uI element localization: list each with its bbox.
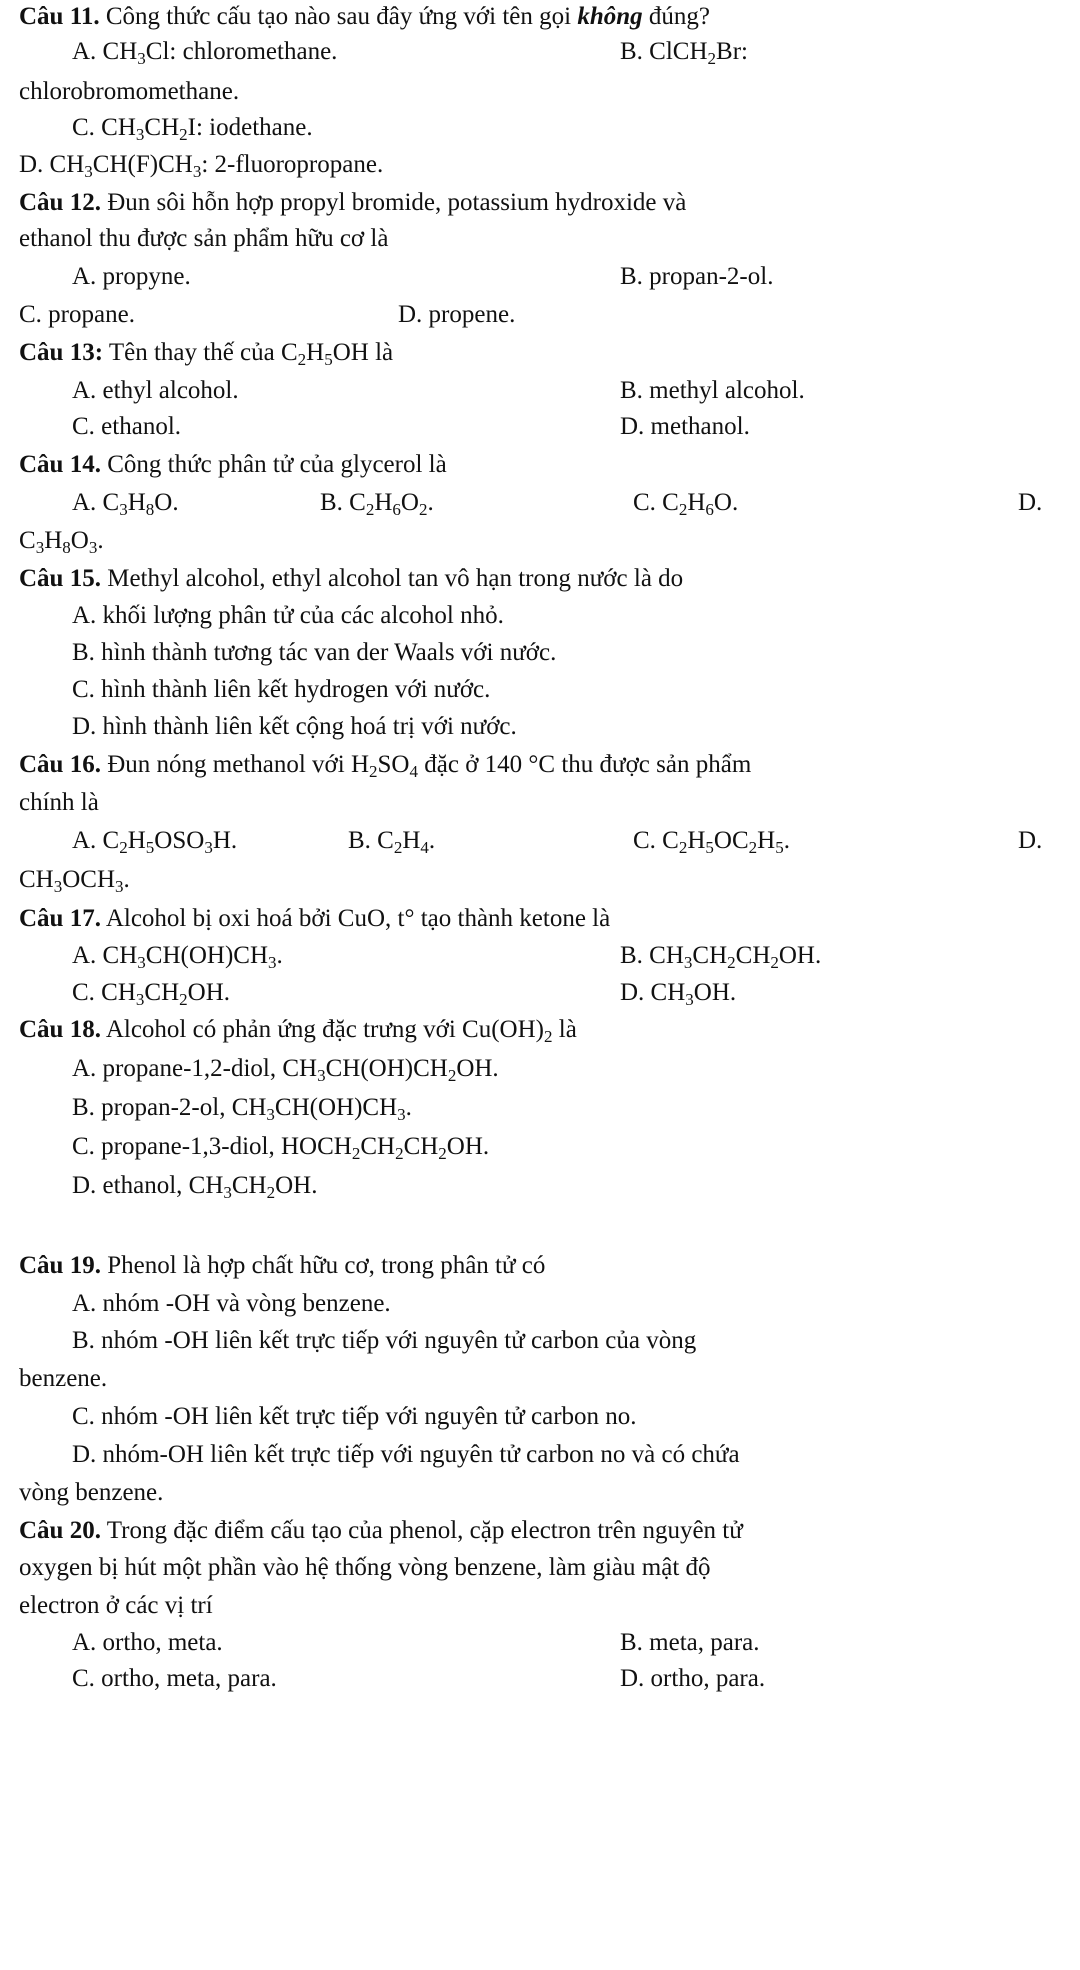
q20-option-c: C. ortho, meta, para. bbox=[72, 1665, 277, 1692]
q16-option-a: A. $C_2H_5OSO_3H$. bbox=[72, 827, 238, 857]
q13-option-d: D. methanol. bbox=[620, 413, 750, 440]
q18-option-d: D. ethanol, $CH_3CH_2OH$. bbox=[72, 1172, 318, 1202]
q14-option-d-continued: $C_3H_8O_3$. bbox=[19, 527, 104, 557]
question-20-stem-line3: electron ở các vị trí bbox=[19, 1592, 213, 1619]
q19-option-d-continued: vòng benzene. bbox=[19, 1479, 164, 1506]
question-13-stem: Câu 13: Tên thay thế của $C_2H_5OH$ là bbox=[19, 339, 394, 369]
q18-option-a: A. propane-1,2-diol, $CH_3CH(OH)CH_2OH$. bbox=[72, 1055, 499, 1085]
q16-option-c: C. $C_2H_5OC_2H_5$. bbox=[633, 827, 790, 857]
q14-option-b: B. $C_2H_6O_2$. bbox=[320, 489, 434, 519]
question-15-stem: Câu 15. Methyl alcohol, ethyl alcohol tan vô hạn trong nước là do bbox=[19, 565, 684, 592]
q14-option-d: D. bbox=[1018, 489, 1043, 516]
q12-option-a: A. propyne. bbox=[72, 263, 191, 290]
q19-option-c: C. nhóm -OH liên kết trực tiếp với nguyên tử carbon no. bbox=[72, 1403, 637, 1430]
question-16-stem: Câu 16. Đun nóng methanol với $H_2SO_4$ đặc ở 140 °C thu được sản phẩm bbox=[19, 751, 752, 781]
q11-option-b-continued: chlorobromomethane. bbox=[19, 78, 240, 105]
question-12-stem: Câu 12. Đun sôi hỗn hợp propyl bromide, potassium hydroxide và bbox=[19, 189, 687, 216]
q16-option-d: D. bbox=[1018, 827, 1043, 854]
q18-option-c: C. propane-1,3-diol, $HOCH_2CH_2CH_2OH$. bbox=[72, 1133, 490, 1163]
q15-option-d: D. hình thành liên kết cộng hoá trị với nước. bbox=[72, 713, 517, 740]
q11-option-d: D. $CH_3CH(F)CH_3$: 2-fluoropropane. bbox=[19, 151, 384, 181]
question-18-stem: Câu 18. Alcohol có phản ứng đặc trưng với $Cu(OH)_2$ là bbox=[19, 1016, 577, 1046]
q20-option-d: D. ortho, para. bbox=[620, 1665, 766, 1692]
q13-option-c: C. ethanol. bbox=[72, 413, 182, 440]
q17-option-d: D. $CH_3OH$. bbox=[620, 979, 737, 1009]
q15-option-a: A. khối lượng phân tử của các alcohol nhỏ. bbox=[72, 602, 504, 629]
q11-option-b: B. ClCH$_2$Br: bbox=[620, 38, 748, 68]
question-20-stem: Câu 20. Trong đặc điểm cấu tạo của phenol, cặp electron trên nguyên tử bbox=[19, 1517, 743, 1544]
q14-option-c: C. $C_2H_6O$. bbox=[633, 489, 739, 519]
q12-option-b: B. propan-2-ol. bbox=[620, 263, 774, 290]
q11-option-c: C. $CH_3CH_2I$: iodethane. bbox=[72, 114, 313, 144]
q13-option-b: B. methyl alcohol. bbox=[620, 377, 805, 404]
q17-option-b: B. $CH_3CH_2CH_2OH$. bbox=[620, 942, 822, 972]
question-14-stem: Câu 14. Công thức phân tử của glycerol là bbox=[19, 451, 447, 478]
question-20-stem-line2: oxygen bị hút một phần vào hệ thống vòng benzene, làm giàu mật độ bbox=[19, 1554, 711, 1581]
question-11-stem: Câu 11. Công thức cấu tạo nào sau đây ứng với tên gọi không đúng? bbox=[19, 3, 710, 30]
q15-option-c: C. hình thành liên kết hydrogen với nước. bbox=[72, 676, 491, 703]
q13-option-a: A. ethyl alcohol. bbox=[72, 377, 239, 404]
q17-option-a: A. $CH_3CH(OH)CH_3$. bbox=[72, 942, 283, 972]
q20-option-a: A. ortho, meta. bbox=[72, 1629, 223, 1656]
q16-option-b: B. $C_2H_4$. bbox=[348, 827, 436, 857]
q16-option-d-continued: $CH_3OCH_3$. bbox=[19, 866, 130, 896]
q20-option-b: B. meta, para. bbox=[620, 1629, 760, 1656]
q19-option-b: B. nhóm -OH liên kết trực tiếp với nguyên tử carbon của vòng bbox=[72, 1327, 697, 1354]
q19-option-d: D. nhóm-OH liên kết trực tiếp với nguyên tử carbon no và có chứa bbox=[72, 1441, 740, 1468]
q17-option-c: C. $CH_3CH_2OH$. bbox=[72, 979, 230, 1009]
question-16-stem-line2: chính là bbox=[19, 789, 99, 816]
q12-option-c: C. propane. bbox=[19, 301, 135, 328]
question-17-stem: Câu 17. Alcohol bị oxi hoá bởi CuO, t° tạo thành ketone là bbox=[19, 905, 611, 932]
q19-option-a: A. nhóm -OH và vòng benzene. bbox=[72, 1290, 391, 1317]
question-12-stem-line2: ethanol thu được sản phẩm hữu cơ là bbox=[19, 225, 389, 252]
q14-option-a: A. $C_3H_8O$. bbox=[72, 489, 179, 519]
q19-option-b-continued: benzene. bbox=[19, 1365, 108, 1392]
q12-option-d: D. propene. bbox=[398, 301, 516, 328]
question-19-stem: Câu 19. Phenol là hợp chất hữu cơ, trong phân tử có bbox=[19, 1252, 546, 1279]
q15-option-b: B. hình thành tương tác van der Waals với nước. bbox=[72, 639, 557, 666]
q18-option-b: B. propan-2-ol, $CH_3CH(OH)CH_3$. bbox=[72, 1094, 412, 1124]
q11-option-a: A. $CH_3Cl$: chloromethane. bbox=[72, 38, 338, 68]
